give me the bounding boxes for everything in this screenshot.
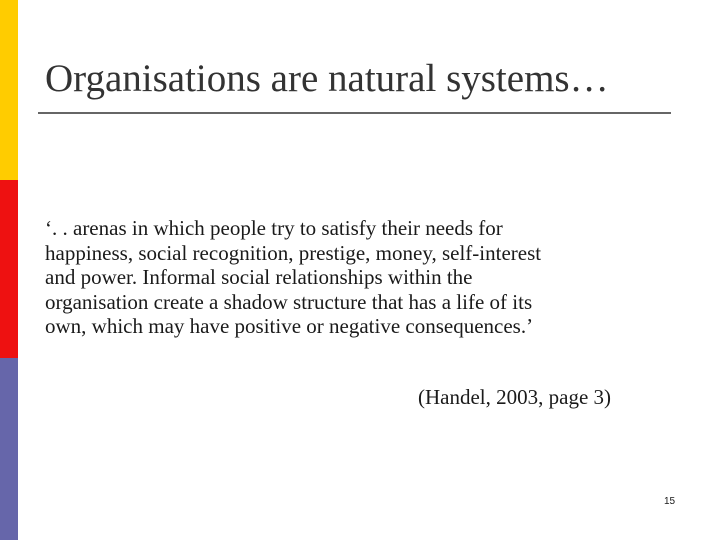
slide-title: Organisations are natural systems…	[45, 57, 609, 100]
quote-line: organisation create a shadow structure that has a life of its	[45, 289, 533, 314]
side-bar-blue	[0, 358, 18, 540]
quote-line: own, which may have positive or negative consequences.’	[45, 314, 534, 338]
title-underline	[38, 112, 671, 114]
page-number: 15	[664, 496, 676, 507]
quote-line: happiness, social recognition, prestige, money, self-interest	[45, 240, 542, 265]
side-bar-red	[0, 180, 18, 358]
quote-line: and power. Informal social relationships within the	[45, 265, 473, 289]
citation: (Handel, 2003, page 3)	[418, 385, 612, 409]
side-bar-yellow	[0, 0, 18, 180]
quote-line: ‘. . arenas in which people try to satisfy their needs for	[45, 216, 503, 240]
quote-text	[45, 216, 695, 339]
